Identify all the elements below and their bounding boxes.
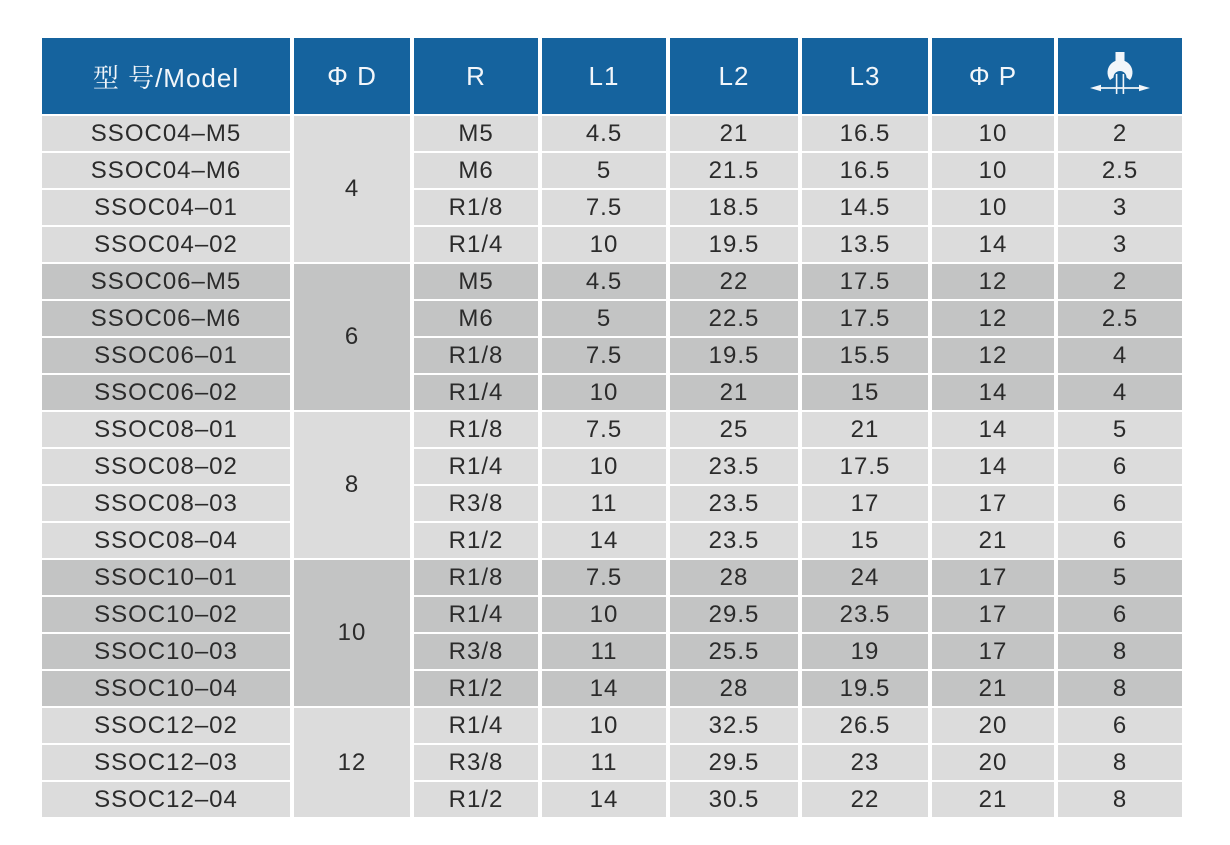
- cell-r: R1/8: [414, 560, 538, 595]
- cell-hex-size: 6: [1058, 449, 1182, 484]
- cell-l3: 16.5: [802, 116, 928, 151]
- column-header-phi-p: Φ P: [932, 38, 1054, 114]
- table-row: [42, 116, 1182, 151]
- cell-l3: 17: [802, 486, 928, 521]
- cell-model: SSOC08–04: [42, 523, 290, 558]
- cell-model: SSOC10–04: [42, 671, 290, 706]
- cell-l2: 32.5: [670, 708, 798, 743]
- cell-r: R1/4: [414, 708, 538, 743]
- cell-hex-size: 6: [1058, 523, 1182, 558]
- cell-model: SSOC10–01: [42, 560, 290, 595]
- table-row: [42, 449, 1182, 484]
- cell-l2: 30.5: [670, 782, 798, 817]
- cell-l3: 15: [802, 375, 928, 410]
- cell-l2: 29.5: [670, 597, 798, 632]
- column-header-l1: L1: [542, 38, 666, 114]
- table-row: [42, 523, 1182, 558]
- cell-hex-size: 2.5: [1058, 301, 1182, 336]
- table-row: [42, 671, 1182, 706]
- cell-l2: 25.5: [670, 634, 798, 669]
- cell-hex-size: 8: [1058, 745, 1182, 780]
- cell-phi-d: 12: [294, 708, 410, 817]
- cell-l2: 23.5: [670, 523, 798, 558]
- cell-l1: 10: [542, 708, 666, 743]
- wrench-size-icon: [1088, 51, 1152, 101]
- cell-l1: 7.5: [542, 412, 666, 447]
- cell-l2: 22: [670, 264, 798, 299]
- cell-r: R1/2: [414, 523, 538, 558]
- table-row: [42, 486, 1182, 521]
- cell-hex-size: 5: [1058, 412, 1182, 447]
- cell-l3: 14.5: [802, 190, 928, 225]
- table-row: [42, 190, 1182, 225]
- cell-l3: 13.5: [802, 227, 928, 262]
- cell-r: R3/8: [414, 634, 538, 669]
- cell-hex-size: 2.5: [1058, 153, 1182, 188]
- cell-hex-size: 8: [1058, 671, 1182, 706]
- cell-hex-size: 3: [1058, 190, 1182, 225]
- cell-l3: 16.5: [802, 153, 928, 188]
- cell-l2: 18.5: [670, 190, 798, 225]
- cell-l3: 23.5: [802, 597, 928, 632]
- cell-hex-size: 4: [1058, 375, 1182, 410]
- cell-model: SSOC10–03: [42, 634, 290, 669]
- cell-model: SSOC04–M6: [42, 153, 290, 188]
- cell-l3: 21: [802, 412, 928, 447]
- cell-model: SSOC06–01: [42, 338, 290, 373]
- cell-l1: 7.5: [542, 560, 666, 595]
- cell-phi-p: 14: [932, 227, 1054, 262]
- cell-model: SSOC06–M6: [42, 301, 290, 336]
- cell-l2: 28: [670, 671, 798, 706]
- table-row: [42, 227, 1182, 262]
- spec-table: [38, 36, 1186, 819]
- cell-model: SSOC08–01: [42, 412, 290, 447]
- cell-l1: 5: [542, 153, 666, 188]
- cell-l1: 4.5: [542, 116, 666, 151]
- cell-hex-size: 6: [1058, 597, 1182, 632]
- cell-l2: 22.5: [670, 301, 798, 336]
- cell-r: R1/8: [414, 190, 538, 225]
- cell-hex-size: 3: [1058, 227, 1182, 262]
- cell-l3: 19.5: [802, 671, 928, 706]
- cell-model: SSOC12–02: [42, 708, 290, 743]
- cell-phi-d: 10: [294, 560, 410, 706]
- cell-r: R1/2: [414, 671, 538, 706]
- cell-hex-size: 6: [1058, 486, 1182, 521]
- cell-model: SSOC04–M5: [42, 116, 290, 151]
- cell-l1: 10: [542, 227, 666, 262]
- cell-phi-p: 10: [932, 190, 1054, 225]
- cell-phi-p: 10: [932, 116, 1054, 151]
- cell-model: SSOC10–02: [42, 597, 290, 632]
- table-row: [42, 634, 1182, 669]
- cell-l1: 7.5: [542, 190, 666, 225]
- cell-model: SSOC12–04: [42, 782, 290, 817]
- cell-l2: 21: [670, 116, 798, 151]
- cell-hex-size: 8: [1058, 782, 1182, 817]
- cell-phi-d: 6: [294, 264, 410, 410]
- cell-model: SSOC08–02: [42, 449, 290, 484]
- cell-phi-p: 12: [932, 301, 1054, 336]
- cell-l2: 21.5: [670, 153, 798, 188]
- cell-phi-p: 14: [932, 449, 1054, 484]
- column-header-r: R: [414, 38, 538, 114]
- cell-r: M5: [414, 264, 538, 299]
- cell-r: R1/2: [414, 782, 538, 817]
- cell-r: R1/4: [414, 597, 538, 632]
- table-row: [42, 375, 1182, 410]
- cell-l3: 19: [802, 634, 928, 669]
- table-row: [42, 264, 1182, 299]
- column-header-hex-size: [1058, 38, 1182, 114]
- cell-phi-p: 12: [932, 264, 1054, 299]
- cell-hex-size: 2: [1058, 116, 1182, 151]
- cell-r: R3/8: [414, 486, 538, 521]
- cell-r: R1/4: [414, 227, 538, 262]
- cell-l2: 25: [670, 412, 798, 447]
- cell-phi-p: 14: [932, 375, 1054, 410]
- cell-phi-p: 14: [932, 412, 1054, 447]
- cell-l3: 15: [802, 523, 928, 558]
- cell-phi-p: 20: [932, 745, 1054, 780]
- table-row: [42, 338, 1182, 373]
- cell-l1: 14: [542, 671, 666, 706]
- cell-l1: 7.5: [542, 338, 666, 373]
- table-row: [42, 708, 1182, 743]
- cell-r: R1/8: [414, 412, 538, 447]
- cell-phi-p: 21: [932, 782, 1054, 817]
- spec-table-container: [38, 36, 1186, 819]
- column-header-l3: L3: [802, 38, 928, 114]
- cell-l3: 17.5: [802, 264, 928, 299]
- header-row: [42, 38, 1182, 114]
- cell-model: SSOC06–02: [42, 375, 290, 410]
- cell-phi-p: 17: [932, 634, 1054, 669]
- cell-l1: 4.5: [542, 264, 666, 299]
- cell-l1: 14: [542, 782, 666, 817]
- cell-r: M6: [414, 153, 538, 188]
- cell-l2: 28: [670, 560, 798, 595]
- cell-r: R1/4: [414, 449, 538, 484]
- cell-phi-d: 8: [294, 412, 410, 558]
- cell-l3: 23: [802, 745, 928, 780]
- cell-phi-p: 20: [932, 708, 1054, 743]
- cell-model: SSOC04–01: [42, 190, 290, 225]
- cell-l2: 21: [670, 375, 798, 410]
- cell-l2: 19.5: [670, 338, 798, 373]
- cell-phi-p: 17: [932, 597, 1054, 632]
- table-row: [42, 782, 1182, 817]
- cell-phi-p: 10: [932, 153, 1054, 188]
- cell-hex-size: 5: [1058, 560, 1182, 595]
- table-row: [42, 745, 1182, 780]
- spec-table-body: [42, 116, 1182, 817]
- cell-l3: 17.5: [802, 449, 928, 484]
- cell-hex-size: 4: [1058, 338, 1182, 373]
- cell-l1: 11: [542, 634, 666, 669]
- cell-phi-p: 21: [932, 523, 1054, 558]
- cell-r: R1/8: [414, 338, 538, 373]
- table-row: [42, 301, 1182, 336]
- cell-phi-p: 17: [932, 486, 1054, 521]
- cell-phi-p: 17: [932, 560, 1054, 595]
- cell-l1: 10: [542, 449, 666, 484]
- cell-l3: 22: [802, 782, 928, 817]
- cell-model: SSOC04–02: [42, 227, 290, 262]
- cell-model: SSOC08–03: [42, 486, 290, 521]
- cell-phi-d: 4: [294, 116, 410, 262]
- column-header-model: 型 号/Model: [42, 38, 290, 114]
- cell-l2: 29.5: [670, 745, 798, 780]
- cell-hex-size: 2: [1058, 264, 1182, 299]
- cell-hex-size: 6: [1058, 708, 1182, 743]
- cell-l3: 15.5: [802, 338, 928, 373]
- cell-l1: 11: [542, 486, 666, 521]
- cell-l3: 17.5: [802, 301, 928, 336]
- cell-phi-p: 21: [932, 671, 1054, 706]
- table-row: [42, 560, 1182, 595]
- cell-r: M5: [414, 116, 538, 151]
- cell-l2: 23.5: [670, 486, 798, 521]
- cell-r: M6: [414, 301, 538, 336]
- table-row: [42, 412, 1182, 447]
- cell-l1: 10: [542, 597, 666, 632]
- cell-hex-size: 8: [1058, 634, 1182, 669]
- column-header-phi-d: Φ D: [294, 38, 410, 114]
- cell-phi-p: 12: [932, 338, 1054, 373]
- cell-r: R1/4: [414, 375, 538, 410]
- cell-model: SSOC06–M5: [42, 264, 290, 299]
- cell-l3: 26.5: [802, 708, 928, 743]
- table-row: [42, 597, 1182, 632]
- cell-r: R3/8: [414, 745, 538, 780]
- cell-l1: 11: [542, 745, 666, 780]
- cell-model: SSOC12–03: [42, 745, 290, 780]
- column-header-l2: L2: [670, 38, 798, 114]
- cell-l3: 24: [802, 560, 928, 595]
- table-row: [42, 153, 1182, 188]
- cell-l2: 19.5: [670, 227, 798, 262]
- cell-l1: 14: [542, 523, 666, 558]
- cell-l1: 10: [542, 375, 666, 410]
- cell-l2: 23.5: [670, 449, 798, 484]
- cell-l1: 5: [542, 301, 666, 336]
